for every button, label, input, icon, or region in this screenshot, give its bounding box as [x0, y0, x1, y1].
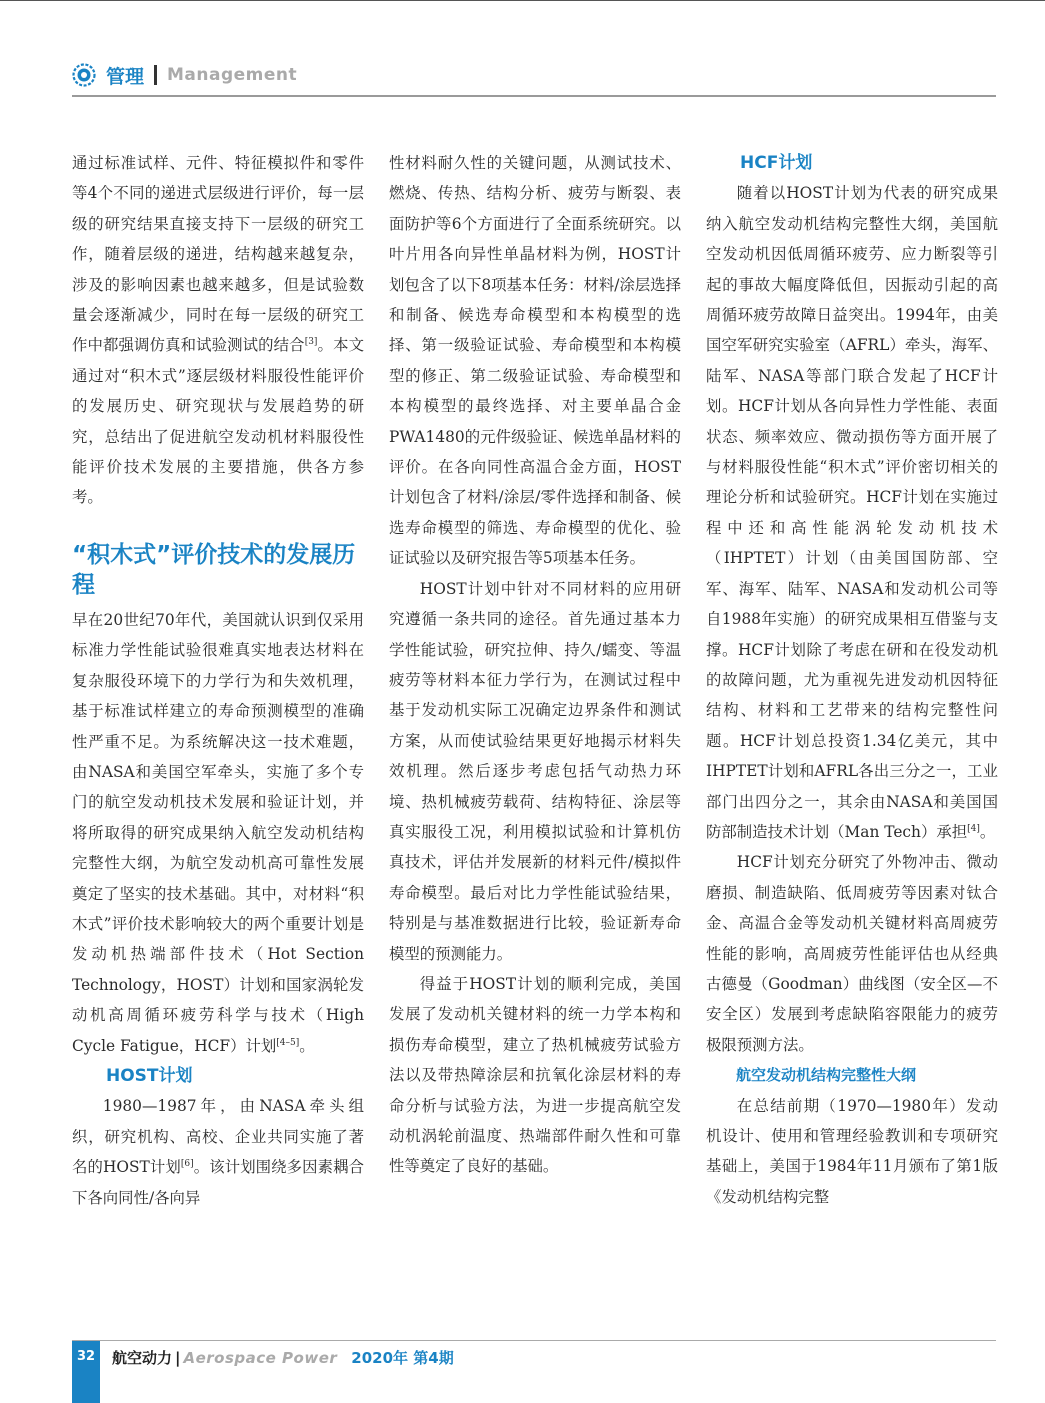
citation: [3]	[304, 337, 318, 348]
journal-name-en: Aerospace Power	[183, 1349, 338, 1367]
paragraph-text: 早在20世纪70年代，美国就认识到仅采用标准力学性能试验很难真实地表达材料在复杂服役环境下的力学行为和失效机理，基于标准试样建立的寿命预测模型的准确性严重不足。为系统解决这一技术难题，由NASA和美国空军牵头，实施了多个专门的航空发动机技术发展和验证计划，并将所取得的研究成果纳入航空发动机结构完整性大纲，为航空发动机高可靠性发展奠定了坚实的技术基础。其中，对材料“积木式”评价技术影响较大的两个重要计划是发动机热端部件技术（Hot Section Technology，HOST）计划和国家涡轮发动机高周循环疲劳科学与技术（High Cycle Fatigue，HCF）计划	[72, 610, 364, 1055]
column-left	[72, 148, 364, 1213]
journal-separator: |	[175, 1349, 181, 1367]
paragraph-text: 。本文通过对“积木式”逐层级材料服役性能评价的发展历史、研究现状与发展趋势的研究，总结出了促进航空发动机材料服役性能评价技术发展的主要措施，供各方参考。	[72, 336, 364, 507]
gear-emblem-icon	[72, 63, 96, 87]
paragraph-text: 1980—1987年，由NASA牵头组织，研究机构、高校、企业共同实施了著名的HOST计划	[72, 1097, 364, 1177]
column-middle	[389, 148, 681, 1182]
page-header	[72, 60, 297, 90]
paragraph: HOST计划中针对不同材料的应用研究遵循一条共同的途径。首先通过基本力学性能试验，研究拉伸、持久/蠕变、等温疲劳等材料本征力学行为，在测试过程中基于发动机实际工况确定边界条件和测试方案，从而使试验结果更好地揭示材料失效机理。然后逐步考虑包括气动热力环境、热机械疲劳载荷、结构特征、涂层等真实服役工况，利用模拟试验和计算机仿真技术，评估并发展新的材料元件/模拟件寿命模型。最后对比力学性能试验结果，特别是与基准数据进行比较，验证新寿命模型的预测能力。	[389, 579, 681, 963]
paragraph: 性材料耐久性的关键问题，从测试技术、燃烧、传热、结构分析、疲劳与断裂、表面防护等6个方面进行了全面系统研究。以叶片用各向异性单晶材料为例，HOST计划包含了以下8项基本任务：材料/涂层选择和制备、候选寿命模型和本构模型的选择、第一级验证试验、寿命模型和本构模型的修正、第二级验证试验、寿命模型和本构模型的最终选择、对主要单晶合金PWA1480的元件级验证、候选单晶材料的评价。在各向同性高温合金方面，HOST计划包含了材料/涂层/零件选择和制备、候选寿命模型的筛选、寿命模型的优化、验证试验以及研究报告等5项基本任务。	[389, 154, 682, 568]
header-rule	[72, 95, 996, 97]
paragraph-text: 。该计划围绕多因素耦合下各向同性/各向异	[72, 1158, 364, 1207]
subsection-heading: HCF计划	[740, 153, 813, 173]
paragraph-text: 随着以HOST计划为代表的研究成果纳入航空发动机结构完整性大纲，美国航空发动机因低周循环疲劳、应力断裂等引起的事故大幅度降低但，因振动引起的高周循环疲劳故障日益突出。1994年，由美国空军研究实验室（AFRL）牵头，海军、陆军、NASA等部门联合发起了HCF计划。HCF计划从各向异性力学性能、表面状态、频率效应、微动损伤等方面开展了与材料服役性能“积木式”评价密切相关的理论分析和试验研究。HCF计划在实施过程中还和高性能涡轮发动机技术（IHPTET）计划（由美国国防部、空军、海军、陆军、NASA和发动机公司等自1988年实施）的研究成果相互借鉴与支撑。HCF计划除了考虑在研和在役发动机的故障问题，尤为重视先进发动机因特征结构、材料和工艺带来的结构完整性问题。HCF计划总投资1.34亿美元，其中IHPTET计划和AFRL各出三分之一，工业部门出四分之一，其余由NASA和美国国防部制造技术计划（Man Tech）承担	[706, 184, 998, 841]
paragraph-text: 。	[979, 822, 996, 841]
paragraph	[72, 1091, 364, 1213]
paragraph	[72, 148, 364, 513]
page-number: 32	[76, 1349, 96, 1364]
paragraph	[72, 605, 364, 1061]
footer-rule	[72, 1340, 996, 1341]
paragraph: 得益于HOST计划的顺利完成，美国发展了发动机关键材料的统一力学本构和损伤寿命模型，建立了热机械疲劳试验方法以及带热障涂层和抗氧化涂层材料的寿命分析与试验方法，为进一步提高航空发动机涡轮前温度、热端部件耐久性和可靠性等奠定了良好的基础。	[389, 974, 681, 1176]
section-heading: “积木式”评价技术的发展历程	[72, 541, 356, 598]
paragraph-text: 。	[299, 1036, 315, 1055]
journal-issue: 2020年 第4期	[351, 1349, 454, 1367]
section-title-en: Management	[167, 65, 298, 85]
paragraph: 在总结前期（1970—1980年）发动机设计、使用和管理经验教训和专项研究基础上，美国于1984年11月颁布了第1版《发动机结构完整	[706, 1096, 998, 1206]
section-title-cn: 管理	[106, 65, 145, 88]
subsection-heading: HOST计划	[106, 1065, 193, 1086]
journal-footer	[112, 1347, 454, 1368]
journal-name-cn: 航空动力	[112, 1349, 173, 1367]
top-rule	[0, 0, 1045, 1]
subsection-heading: 航空发动机结构完整性大纲	[736, 1066, 917, 1085]
column-right	[706, 148, 998, 1212]
paragraph-text: 通过标准试样、元件、特征模拟件和零件等4个不同的递进式层级进行评价，每一层级的研究结果直接支持下一层级的研究工作，随着层级的递进，结构越来越复杂，涉及的影响因素也越来越多，但是试验数量会逐渐减少，同时在每一层级的研究工作中都强调仿真和试验测试的结合	[72, 154, 364, 355]
paragraph: HCF计划充分研究了外物冲击、微动磨损、制造缺陷、低周疲劳等因素对钛合金、高温合金等发动机关键材料高周疲劳性能的影响，高周疲劳性能评估也从经典古德曼（Goodman）曲线图（安全区—不安全区）发展到考虑缺陷容限能力的疲劳极限预测方法。	[706, 853, 998, 1054]
paragraph	[706, 178, 998, 847]
citation: [4–5]	[276, 1037, 300, 1048]
citation: [4]	[967, 823, 980, 834]
citation: [6]	[180, 1159, 194, 1170]
section-divider	[154, 65, 157, 85]
